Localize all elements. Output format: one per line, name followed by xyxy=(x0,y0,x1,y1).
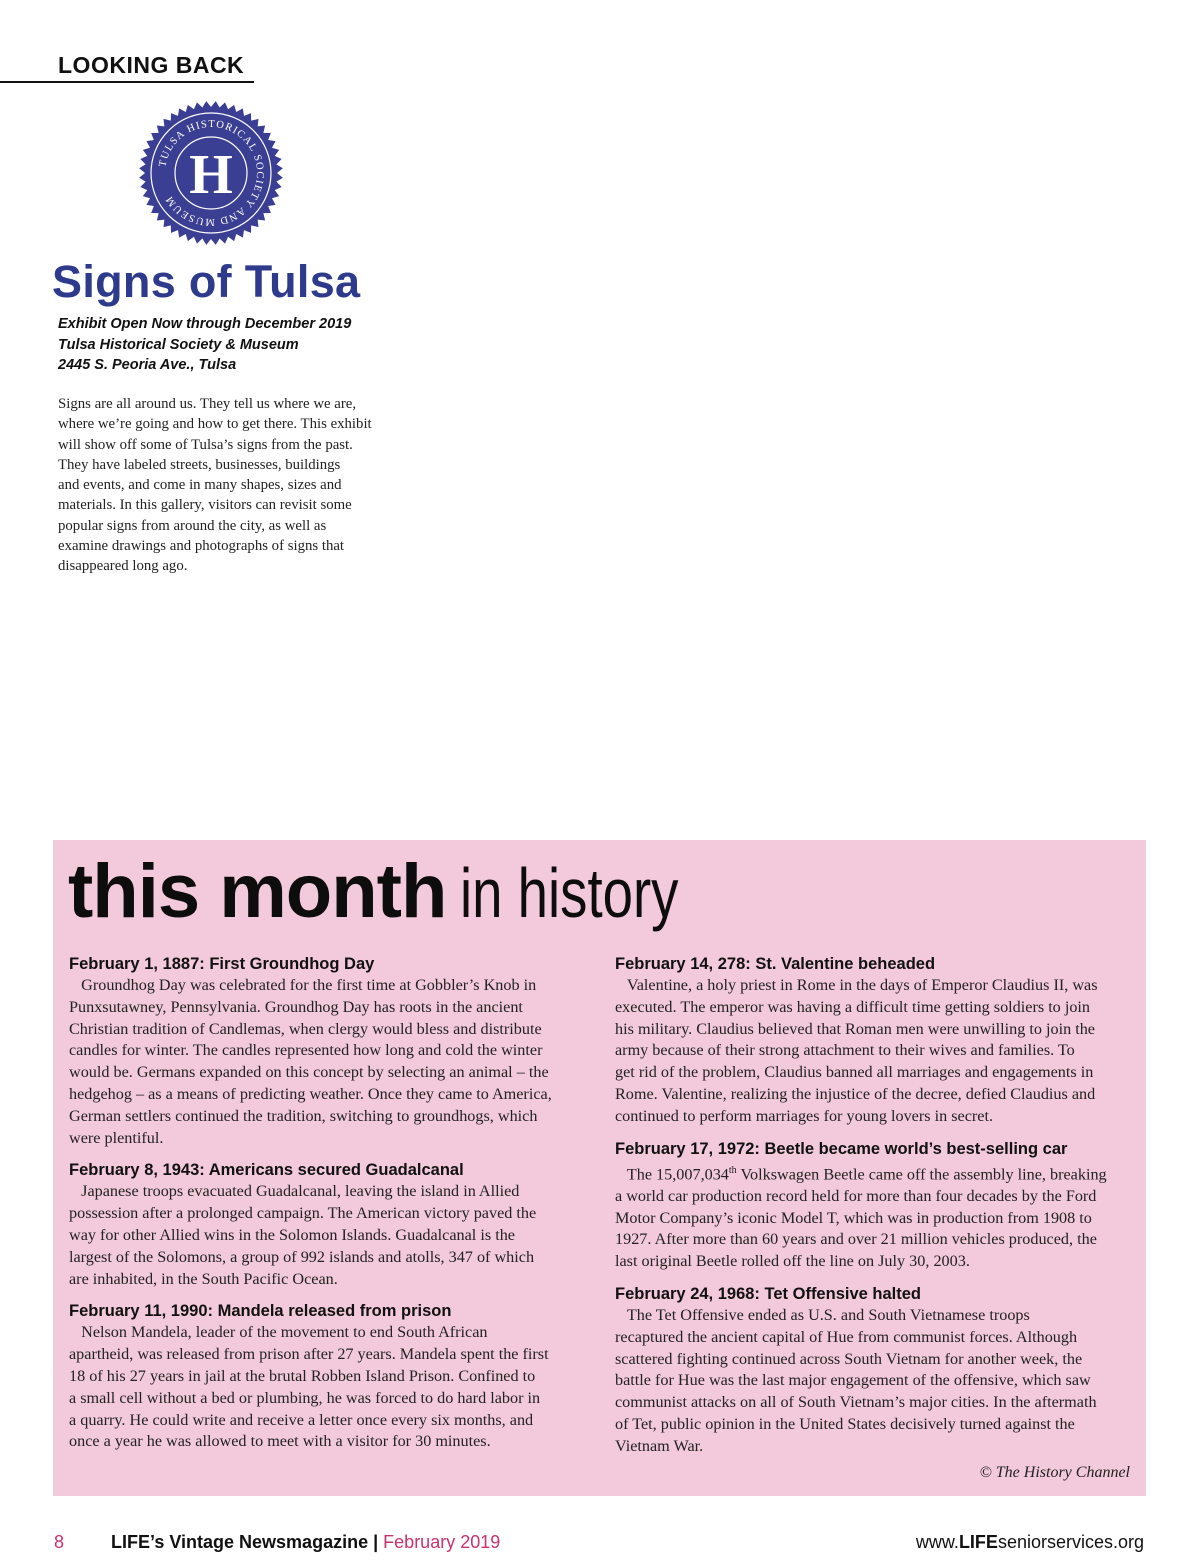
event-body-line: a quarry. He could write and receive a letter once every six months, and xyxy=(69,1410,534,1429)
exhibit-body-line: materials. In this gallery, visitors can revisit some xyxy=(58,497,352,514)
event-body-line: communist attacks on all of South Vietnam’s major cities. In the aftermath xyxy=(615,1393,1097,1412)
event-body-line: 18 of his 27 years in jail at the brutal Robben Island Prison. Confined to xyxy=(69,1366,536,1385)
website-brand: LIFE xyxy=(958,1532,998,1552)
event-body-line: his military. Claudius believed that Roman men were unwilling to join the xyxy=(615,1019,1095,1038)
event-body xyxy=(69,1322,589,1453)
event-body-line: army because of their strong attachment to their wives and families. To xyxy=(615,1041,1075,1060)
event-body-line: apartheid, was released from prison after 27 years. Mandela spent the first xyxy=(69,1345,549,1364)
event-body-line: Vietnam War. xyxy=(615,1436,704,1455)
event-body-line: Rome. Valentine, realizing the injustice of the decree, defied Claudius and xyxy=(615,1084,1096,1103)
exhibit-details xyxy=(58,314,351,376)
history-event xyxy=(615,1283,1135,1458)
event-body-line: largest of the Solomons, a group of 992 islands and atolls, 347 of which xyxy=(69,1247,535,1266)
event-body-line: scattered fighting continued across South Vietnam for another week, the xyxy=(615,1349,1083,1368)
event-body xyxy=(615,975,1135,1128)
event-body-line: last original Beetle rolled off the line on July 30, 2003. xyxy=(615,1252,970,1271)
event-body-line: The 15,007,034th Volkswagen Beetle came off the assembly line, breaking xyxy=(615,1164,1107,1183)
history-right-column xyxy=(615,953,1135,1468)
event-body-line: once a year he was allowed to meet with a visitor for 30 minutes. xyxy=(69,1432,491,1451)
exhibit-body-line: Signs are all around us. They tell us where we are, xyxy=(58,396,357,412)
event-body-line: recaptured the ancient capital of Hue from communist forces. Although xyxy=(615,1327,1078,1346)
event-heading: February 14, 278: St. Valentine beheaded xyxy=(615,955,936,973)
event-heading: February 17, 1972: Beetle became world’s best-selling car xyxy=(615,1139,1068,1158)
event-body-line: 1927. After more than 60 years and over 21 million vehicles produced, the xyxy=(615,1230,1097,1249)
event-heading: February 11, 1990: Mandela released from prison xyxy=(69,1302,452,1321)
history-title-light: in history xyxy=(460,854,679,932)
svg-text:TULSA HISTORICAL SOCIETY AND M: TULSA HISTORICAL SOCIETY AND MUSEUM xyxy=(157,118,266,228)
history-left-column xyxy=(69,953,589,1463)
history-event xyxy=(615,953,1135,1128)
event-body-line: are inhabited, in the South Pacific Ocean. xyxy=(69,1269,338,1288)
event-body-line: get rid of the problem, Claudius banned all marriages and engagements in xyxy=(615,1063,1094,1082)
source-credit: © The History Channel xyxy=(979,1464,1130,1481)
exhibit-title: Signs of Tulsa xyxy=(52,256,361,307)
magazine-name: LIFE’s Vintage Newsmagazine xyxy=(111,1532,369,1552)
page-footer xyxy=(0,1532,1200,1558)
event-body-line: Motor Company’s iconic Model T, which was in production from 1908 to xyxy=(615,1208,1092,1227)
event-body-line: a small cell without a bed or plumbing, he was forced to do hard labor in xyxy=(69,1388,541,1407)
event-body-line: Groundhog Day was celebrated for the first time at Gobbler’s Knob in xyxy=(69,976,537,994)
title-separator: | xyxy=(373,1532,379,1552)
event-body-line: way for other Allied wins in the Solomon Islands. Guadalcanal is the xyxy=(69,1225,515,1244)
exhibit-body-line: will show off some of Tulsa’s signs from the past. xyxy=(58,436,353,453)
exhibit-body-line: and events, and come in many shapes, sizes and xyxy=(58,477,342,494)
event-heading: February 8, 1943: Americans secured Guadalcanal xyxy=(69,1161,464,1180)
history-event xyxy=(69,1159,589,1290)
event-body-line: Punxsutawney, Pennsylvania. Groundhog Day has roots in the ancient xyxy=(69,997,523,1016)
event-body-line: were plentiful. xyxy=(69,1128,164,1147)
section-label: LOOKING BACK xyxy=(58,52,245,78)
event-body-line: executed. The emperor was having a difficult time getting soldiers to join xyxy=(615,997,1091,1016)
event-body-line: Japanese troops evacuated Guadalcanal, leaving the island in Allied xyxy=(69,1182,520,1201)
website-url[interactable] xyxy=(916,1532,1144,1553)
history-title-bold: this month xyxy=(68,849,447,934)
exhibit-body-line: disappeared long ago. xyxy=(58,558,188,575)
exhibit-body-line: where we’re going and how to get there. This exhibit xyxy=(58,416,372,433)
event-body-line: hedgehog – as a means of predicting weather. Once they came to America, xyxy=(69,1084,552,1103)
history-event xyxy=(69,953,589,1149)
event-body xyxy=(615,1160,1135,1273)
event-body-line: a world car production record held for more than four decades by the Ford xyxy=(615,1186,1097,1205)
event-body-line: The Tet Offensive ended as U.S. and South Vietnamese troops xyxy=(615,1305,1030,1324)
event-body xyxy=(615,1305,1135,1458)
event-body-line: Valentine, a holy priest in Rome in the days of Emperor Claudius II, was xyxy=(615,976,1098,994)
history-event xyxy=(615,1138,1135,1273)
section-rule xyxy=(0,81,254,83)
magazine-title xyxy=(111,1532,500,1553)
website-prefix: www. xyxy=(915,1532,959,1552)
exhibit-address: 2445 S. Peoria Ave., Tulsa xyxy=(58,357,237,373)
historical-society-seal-logo xyxy=(136,98,286,248)
exhibit-body-line: popular signs from around the city, as well as xyxy=(58,517,327,534)
event-body-line: candles for winter. The candles represented how long and cold the winter xyxy=(69,1041,543,1060)
event-body-line: continued to perform marriages for young lovers in secret. xyxy=(615,1106,994,1125)
event-body-line: would be. Germans expanded on this concept by selecting an animal – the xyxy=(69,1063,549,1082)
event-heading: February 1, 1887: First Groundhog Day xyxy=(69,955,375,973)
history-event xyxy=(69,1300,589,1453)
event-body-line: possession after a prolonged campaign. The American victory paved the xyxy=(69,1204,537,1223)
page-number: 8 xyxy=(54,1532,65,1552)
magazine-issue: February 2019 xyxy=(383,1532,501,1552)
event-body-line: Nelson Mandela, leader of the movement to end South African xyxy=(69,1323,488,1342)
website-suffix: seniorservices.org xyxy=(997,1532,1144,1552)
exhibit-body-line: examine drawings and photographs of signs that xyxy=(58,538,345,555)
history-section-title xyxy=(68,848,741,935)
exhibit-description xyxy=(58,394,398,577)
exhibit-dates: Exhibit Open Now through December 2019 xyxy=(58,316,352,332)
event-body-line: of Tet, public opinion in the United States decisively turned against the xyxy=(615,1414,1075,1433)
event-body xyxy=(69,1181,589,1290)
event-body-line: German settlers continued the tradition, switching to groundhogs, which xyxy=(69,1106,538,1125)
event-body-line: battle for Hue was the last major engagement of the offensive, which saw xyxy=(615,1371,1091,1390)
event-body-line: Christian tradition of Candlemas, when clergy would bless and distribute xyxy=(69,1019,542,1038)
event-body xyxy=(69,975,589,1149)
exhibit-body-line: They have labeled streets, businesses, buildings xyxy=(58,456,341,473)
exhibit-venue: Tulsa Historical Society & Museum xyxy=(58,336,299,353)
svg-text:H: H xyxy=(189,144,233,206)
event-heading: February 24, 1968: Tet Offensive halted xyxy=(615,1284,921,1303)
